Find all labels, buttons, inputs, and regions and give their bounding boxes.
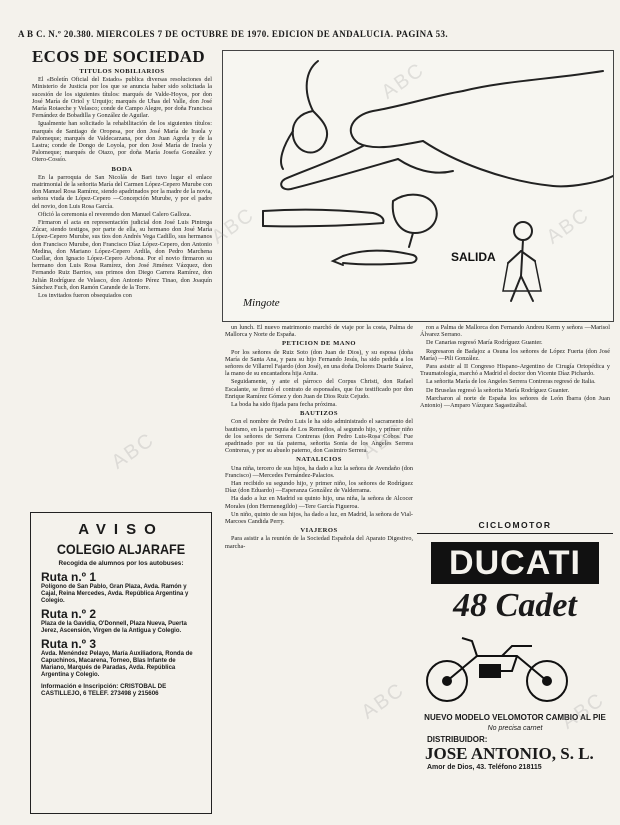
- watermark: ABC: [377, 58, 429, 104]
- route-item: [41, 607, 201, 635]
- route-stops: Avda. Menéndez Pelayo, María Auxiliadora, Ronda de Capuchinos, Macarena, Torneo, Blas Infante de Mariano, Marqués de Paradas, Avda. República Argentina y Colegio.: [41, 650, 193, 678]
- subheading-peticion: PETICION DE MANO: [282, 340, 356, 348]
- notice-title: AVISO: [78, 521, 164, 538]
- paragraph: La señorita María de los Angeles Serrera Contreras regresó de Italia.: [426, 378, 596, 386]
- cartoon-label: SALIDA: [451, 250, 496, 264]
- route-stops: Polígono de San Pablo, Gran Plaza, Avda. Ramón y Cajal, Reina Mercedes, Avda. República Argentina y Colegio.: [41, 583, 189, 604]
- paragraph: Por los señores de Ruiz Soto (don Juan de Dios), y su esposa (doña María de Santa Ana, y para su hijo Fernando Jesús, ha sido pedida a los señores de Villarrel Fajardo (don José), en una doña Dolores Duarte Suárez, la mano de su encantadora hija Anita.: [225, 348, 413, 378]
- section-title: ECOS DE SOCIEDAD: [32, 48, 205, 66]
- motorcycle-illustration: [417, 626, 577, 706]
- society-column-2: [225, 324, 413, 814]
- subheading-natalicios: NATALICIOS: [296, 456, 342, 464]
- paragraph: De Bruselas regresó la señorita María Rodríguez Guanter.: [426, 386, 570, 394]
- paragraph: Firmaron el acta en representación judicial don José Luis Pintrega Zúcar, siendo testigos, por parte de ella, su hermano don José María López-Cepero Murube, sus tíos don Andrés Vega Cadillo, sus hermanos don Francisco Murube, don Francisco Díaz López-Cepero, don Antonio Medina, don Mariano López-Cepero Ardila, don Pedro Marchena Cuellar, don Ignacio López-Cepero Arbona. Por el novio firmaron su hermano don Luis Rosa Ramírez, don José Jiménez Vázquez, don Fernando Ruiz Barrios, sus primos don Diego Carrera Ramírez, don Julián Rodríguez de Velasco, don Antonio Pérez Tinao, don Joaquín Sánchez Fuch, don Ramón Carande de la Torre.: [32, 219, 212, 291]
- route-item: [41, 637, 201, 679]
- paragraph: De Canarias regresó María Rodríguez Guanter.: [426, 339, 543, 347]
- subheading-titles: TITULOS NOBILIARIOS: [79, 68, 165, 75]
- watermark: ABC: [107, 428, 159, 474]
- page-header: A B C. N.º 20.380. MIERCOLES 7 DE OCTUBRE DE 1970. EDICION DE ANDALUCIA. PAGINA 53.: [18, 29, 449, 39]
- route-name: Ruta n.º 3: [41, 636, 97, 651]
- route-item: [41, 570, 201, 605]
- subheading-bautizos: BAUTIZOS: [299, 410, 339, 418]
- watermark: ABC: [357, 678, 409, 724]
- ad-model: 48 Cadet: [453, 587, 577, 624]
- ad-distributor-label: DISTRIBUIDOR:: [427, 735, 488, 744]
- paragraph: Una niña, tercero de sus hijos, ha dado a luz la señora de Avendaño (don Francisco) —Mercedes Fernández-Palacios.: [225, 464, 413, 479]
- paragraph: Ha dado a luz en Madrid su quinto hijo, una niña, la señora de Alcocer Morales (don Hermenegildo) —Tere García Figueroa.: [225, 495, 413, 510]
- paragraph: Los invitados fueron obsequiados con: [38, 292, 132, 300]
- paragraph: ron a Palma de Mallorca don Fernando Andreu Kerm y señora —Marisol Álvarez Serrano.: [420, 324, 610, 339]
- subheading-viajeros: VIAJEROS: [300, 527, 338, 535]
- subheading-boda: BODA: [111, 165, 133, 173]
- school-name: COLEGIO ALJARAFE: [56, 541, 186, 557]
- ducati-logo: DUCATI: [431, 542, 599, 584]
- paragraph: Un niño, quinto de sus hijos, ha dado a luz, en Madrid, la señora de Vial-Marcoes Candida Perry.: [225, 510, 413, 526]
- route-name: Ruta n.º 1: [41, 569, 97, 584]
- watermark: ABC: [557, 688, 609, 734]
- school-notice-ad: [30, 512, 212, 814]
- society-column-3: [420, 324, 610, 514]
- paragraph: Regresaron de Badajoz a Osuna los señores de López Fuerta (don José María) —Pili González.: [420, 347, 610, 362]
- paragraph: Para asistir al II Congreso Hispano-Argentino de Cirugía Ortopédica y Traumatología, marchó a Madrid el doctor don Vicente Díaz Pichardo.: [420, 363, 610, 378]
- cartoon-signature: Mingote: [243, 297, 280, 309]
- notice-contact: Información e Inscripción: CRISTOBAL DE CASTILLEJO, 6 TELEF. 273498 y 215606: [41, 682, 167, 697]
- paragraph: Igualmente han solicitado la rehabilitación de los siguientes títulos: marqués de Santiago de Oropesa, por don José María de Iraola y Palomeque; marqués de Valdecarzana, por don Juan Agrela y de la Lastra; conde de Dongo de Loyola, por don José María de Iraola y Palomeque; marqués de Otazo, por doña María Josefa González y Otero-Cossío.: [32, 120, 212, 164]
- paragraph: En la parroquia de San Nicolás de Bari tuvo lugar el enlace matrimonial de la señorita María del Carmen López-Cepero Murube con don Manuel Rosa Ramírez, siendo apadrinados por la madre de la novia, señora viuda de López-Cepero —Concepción Murube, y por el padre del novio, don Luis Rosa García.: [32, 173, 212, 210]
- ad-distributor-name: JOSE ANTONIO, S. L.: [425, 744, 594, 763]
- watermark: ABC: [207, 203, 259, 249]
- ad-new-model: NUEVO MODELO VELOMOTOR CAMBIO AL PIE: [424, 713, 606, 722]
- cartoon-illustration: [222, 50, 614, 322]
- route-stops: Plaza de la Gavidia, O'Donnell, Plaza Nueva, Puerta Jerez, Ascensión, Virgen de la Antigua y Colegio.: [41, 620, 187, 634]
- ducati-advertisement: [417, 520, 613, 800]
- paragraph: un lunch. El nuevo matrimonio marchó de viaje por la costa, Palma de Mallorca y Norte de España.: [225, 324, 413, 339]
- ad-no-license: No precisa carnet: [487, 725, 543, 732]
- paragraph: Ofició la ceremonia el reverendo don Manuel Calero Galloza.: [38, 210, 192, 218]
- paragraph: Con el nombre de Pedro Luis le ha sido administrado el sacramento del bautismo, en la parroquia de Los Remedios, al segundo hijo, y primer niño de los señores de Serrera Contreras (don Pedro Luis-Rosa Cobos. Fue apadrinado por su tía paterna, señorita Sonia de los Angeles Serrera Contreras, y por su abuelo paterno, don Casimiro Serrera.: [225, 418, 413, 455]
- notice-intro: Recogida de alumnos por los autobuses:: [58, 560, 184, 567]
- route-name: Ruta n.º 2: [41, 606, 97, 621]
- paragraph: El «Boletín Oficial del Estado» publica diversas resoluciones del Ministerio de Justicia por los que se anuncia haber sido solicitada la sucesión de los siguientes títulos: marqués de Valde-Hoyos, por don José María de Oriol y Urquijo; marqués de Uhas del Valle, don José María Rotaeche y Velasco; conde de Campo Alegre, por doña Francisca Fernández de Bobadilla y González de Aguilar.: [32, 76, 212, 120]
- paragraph: Para asistir a la reunión de la Sociedad Española del Aparato Digestivo, marcha-: [225, 535, 413, 550]
- paragraph: Han recibido su segundo hijo, y primer niño, los señores de Rodríguez Díaz (don Eduardo) —Esperanza González de Valderrama.: [225, 480, 413, 495]
- watermark: ABC: [357, 418, 409, 464]
- watermark: ABC: [542, 203, 594, 249]
- paragraph: La boda ha sido fijada para fecha próxima.: [231, 401, 337, 409]
- society-column: [32, 48, 212, 504]
- ad-distributor-address: Amor de Dios, 43. Teléfono 218115: [427, 764, 542, 771]
- cartoon-drawing: [223, 51, 613, 321]
- paragraph: Seguidamente, y ante el párroco del Corpus Christi, don Rafael Escalante, se firmó el contrato de esponsales, que fue testificado por don Enrique Ramírez Gómez y don Juan de Dios Ruiz Cejudo.: [225, 378, 413, 400]
- ad-category: CICLOMOTOR: [417, 520, 613, 534]
- paragraph: Marcharon al norte de España los señores de León Ibarra (don Juan Antonio) —Amparo Vázquez Sagastizábal.: [420, 394, 610, 410]
